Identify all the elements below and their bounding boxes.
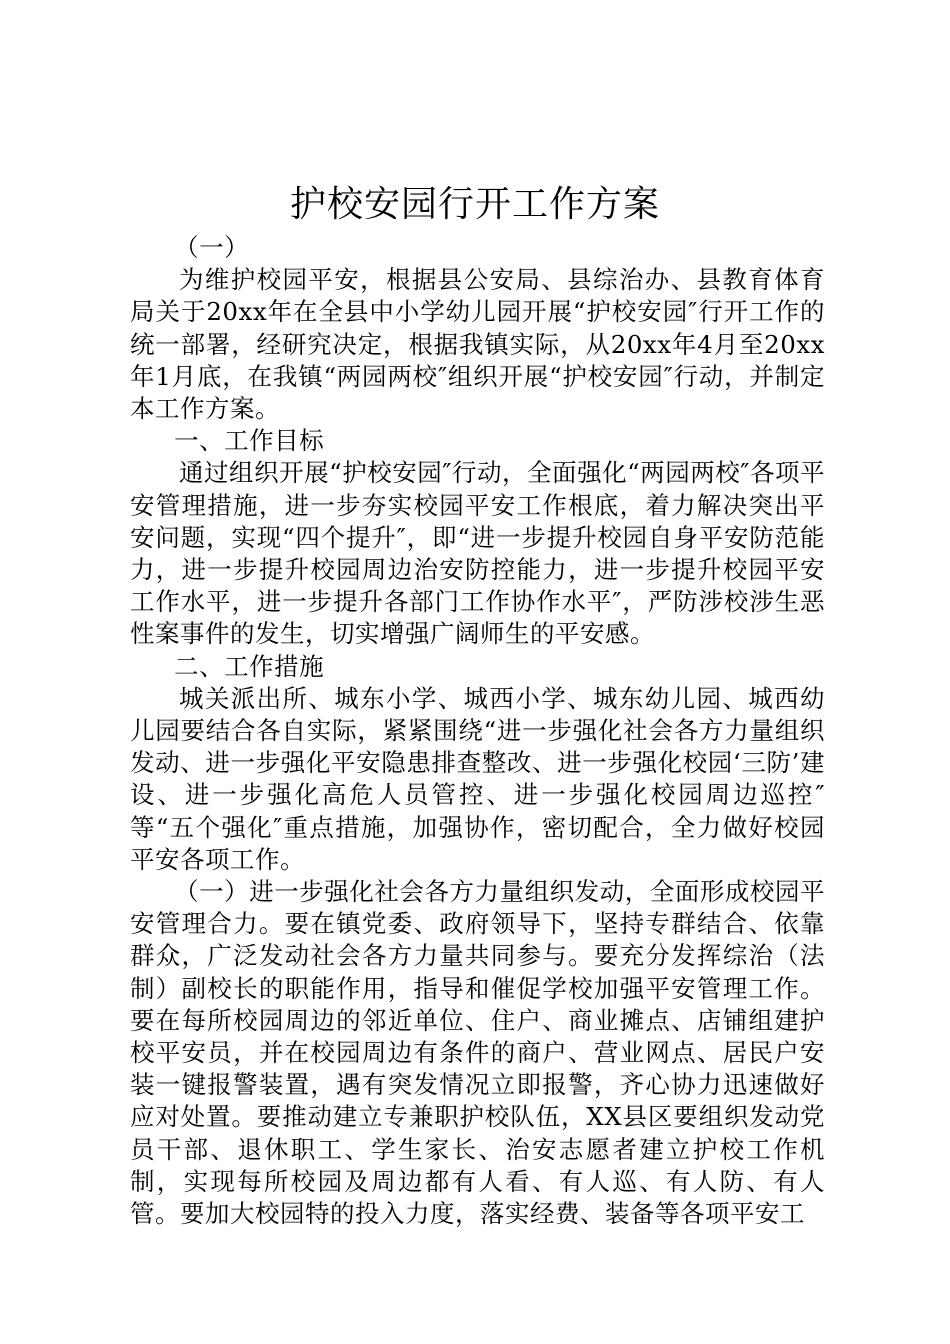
document-title: 护校安园行开工作方案 [289,184,660,225]
goals-paragraph: 通过组织开展“护校安园″行动，全面强化“两园两校″各项平安管理措施，进一步夯实校园平安工作根底，着力解决突出平安问题，实现“四个提升″，即“进一步提升校园自身平安防范能力，进一步提升校园周边治安防控能力，进一步提升校园平安工作水平，进一步提升各部门工作协作水平″，严防涉校涉生恶性案事件的发生，切实增强广阔师生的平安感。 [130,458,825,649]
intro-paragraph: 为维护校园平安，根据县公安局、县综治办、县教育体育局关于20xx年在全县中小学幼儿园开展“护校安园″行开工作的统一部署，经研究决定，根据我镇实际，从20xx年4月至20xx年1月底，在我镇“两园两校″组织开展“护校安园″行动，并制定本工作方案。 [130,265,825,424]
measure-one-paragraph: （一）进一步强化社会各方力量组织发动，全面形成校园平安管理合力。要在镇党委、政府领导下，坚持专群结合、依靠群众，广泛发动社会各方力量共同参与。要充分发挥综治（法制）副校长的职能作用，指导和催促学校加强平安管理工作。要在每所校园周边的邻近单位、住户、商业摊点、店铺组建护校平安员，并在校园周边有条件的商户、营业网点、居民户安装一键报警装置，遇有突发情况立即报警，齐心协力迅速做好应对处置。要推动建立专兼职护校队伍，XX县区要组织发动党员干部、退休职工、学生家长、治安志愿者建立护校工作机制，实现每所校园及周边都有人看、有人巡、有人防、有人管。要加大校园特的投入力度，落实经费、装备等各项平安工 [130,877,825,1229]
measures-paragraph: 城关派出所、城东小学、城西小学、城东幼儿园、城西幼儿园要结合各自实际，紧紧围绕“进一步强化社会各方力量组织发动、进一步强化平安隐患排查整改、进一步强化校园‘三防’建设、进一步强化高危人员管控、进一步强化校园周边巡控″等“五个强化″重点措施，加强协作，密切配合，全力做好校园平安各项工作。 [130,683,825,874]
heading-work-measures: 二、工作措施 [174,651,325,681]
document-body [130,232,825,1230]
heading-work-goals: 一、工作目标 [174,426,325,456]
section-marker: （一） [174,233,250,262]
